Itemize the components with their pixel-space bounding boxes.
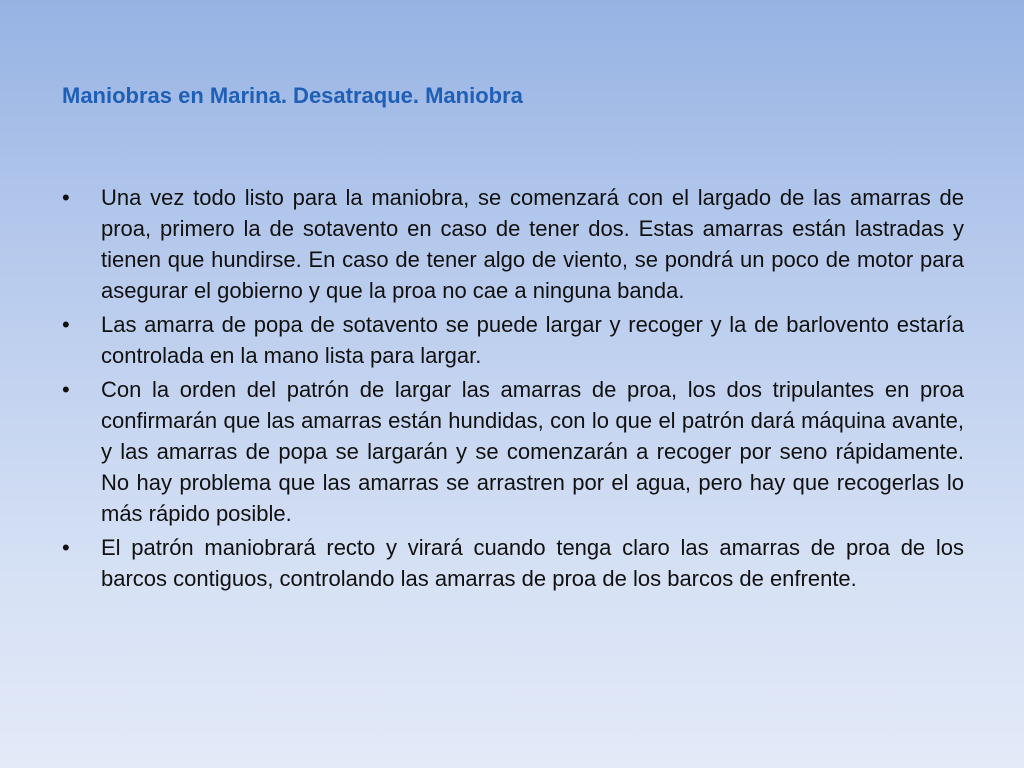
bullet-text: Las amarra de popa de sotavento se puede largar y recoger y la de barlovento estaría controlada en la mano lista para largar. (101, 312, 964, 368)
bullet-item (62, 309, 964, 371)
bullet-dot-icon: • (62, 377, 70, 402)
bullet-list (62, 182, 964, 597)
bullet-text: Una vez todo listo para la maniobra, se comenzará con el largado de las amarras de proa, primero la de sotavento en caso de tener dos. Estas amarras están lastradas y tienen que hundirse. En caso de tener algo de viento, se pondrá un poco de motor para asegurar el gobierno y que la proa no cae a ninguna banda. (101, 185, 964, 303)
bullet-text: Con la orden del patrón de largar las amarras de proa, los dos tripulantes en proa confirmarán que las amarras están hundidas, con lo que el patrón dará máquina avante, y las amarras de popa se largarán y se comenzarán a recoger por seno rápidamente. No hay problema que las amarras se arrastren por el agua, pero hay que recogerlas lo más rápido posible. (101, 377, 964, 526)
bullet-dot-icon: • (62, 185, 70, 210)
slide-title: Maniobras en Marina. Desatraque. Maniobra (62, 83, 523, 108)
bullet-dot-icon: • (62, 535, 70, 560)
bullet-text: El patrón maniobrará recto y virará cuando tenga claro las amarras de proa de los barcos contiguos, controlando las amarras de proa de los barcos de enfrente. (101, 535, 964, 591)
bullet-item (62, 182, 964, 306)
bullet-item (62, 374, 964, 529)
bullet-item (62, 532, 964, 594)
bullet-dot-icon: • (62, 312, 70, 337)
